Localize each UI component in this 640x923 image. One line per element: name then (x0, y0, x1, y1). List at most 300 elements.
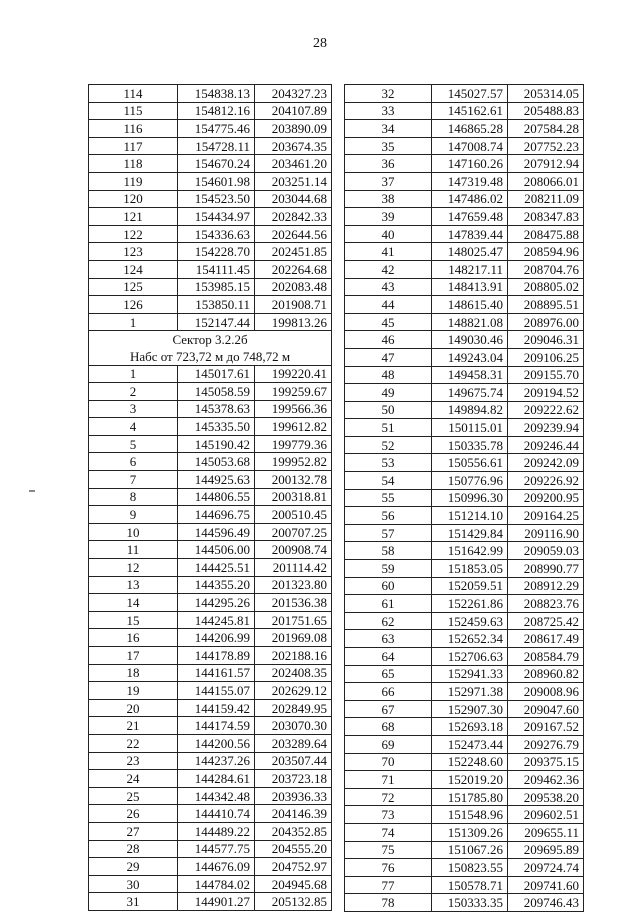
y-coordinate-cell: 203070.30 (255, 717, 332, 735)
point-number-cell: 38 (345, 190, 432, 208)
y-coordinate-cell: 208617.49 (508, 630, 584, 648)
x-coordinate-cell: 154434.97 (178, 208, 255, 226)
table-row (89, 541, 332, 559)
point-number-cell: 124 (89, 260, 178, 278)
y-coordinate-cell: 199259.67 (255, 383, 332, 401)
page-number: 28 (313, 36, 327, 51)
table-row (345, 384, 584, 402)
table-row (89, 752, 332, 770)
table-row (345, 876, 584, 894)
x-coordinate-cell: 148217.11 (432, 260, 508, 278)
x-coordinate-cell: 150823.55 (432, 859, 508, 877)
y-coordinate-cell: 200707.25 (255, 523, 332, 541)
point-number-cell: 120 (89, 190, 178, 208)
point-number-cell: 59 (345, 560, 432, 578)
x-coordinate-cell: 151309.26 (432, 823, 508, 841)
table-row (345, 85, 584, 103)
table-row (345, 331, 584, 349)
point-number-cell: 23 (89, 752, 178, 770)
table-row (89, 682, 332, 700)
y-coordinate-cell: 203044.68 (255, 190, 332, 208)
x-coordinate-cell: 152652.34 (432, 630, 508, 648)
sector-subtitle-row (89, 348, 332, 365)
table-row (345, 243, 584, 261)
x-coordinate-cell: 151214.10 (432, 507, 508, 525)
x-coordinate-cell: 150335.78 (432, 436, 508, 454)
table-row (345, 542, 584, 560)
table-row (89, 858, 332, 876)
point-number-cell: 33 (345, 102, 432, 120)
y-coordinate-cell: 202849.95 (255, 699, 332, 717)
point-number-cell: 78 (345, 894, 432, 912)
point-number-cell: 10 (89, 523, 178, 541)
table-row (89, 435, 332, 453)
y-coordinate-cell: 209046.31 (508, 331, 584, 349)
y-coordinate-cell: 208912.29 (508, 577, 584, 595)
point-number-cell: 12 (89, 559, 178, 577)
table-row (345, 894, 584, 912)
table-row (345, 472, 584, 490)
x-coordinate-cell: 152059.51 (432, 577, 508, 595)
x-coordinate-cell: 144355.20 (178, 576, 255, 594)
x-coordinate-cell: 144925.63 (178, 471, 255, 489)
table-row (345, 700, 584, 718)
y-coordinate-cell: 209167.52 (508, 718, 584, 736)
y-coordinate-cell: 201969.08 (255, 629, 332, 647)
table-row (89, 418, 332, 436)
point-number-cell: 114 (89, 85, 178, 103)
point-number-cell: 13 (89, 576, 178, 594)
y-coordinate-cell: 209724.74 (508, 859, 584, 877)
x-coordinate-cell: 154601.98 (178, 172, 255, 190)
point-number-cell: 15 (89, 611, 178, 629)
sector-header (89, 331, 332, 365)
y-coordinate-cell: 208976.00 (508, 313, 584, 331)
table-row (89, 172, 332, 190)
y-coordinate-cell: 204945.68 (255, 875, 332, 893)
x-coordinate-cell: 151429.84 (432, 524, 508, 542)
y-coordinate-cell: 201536.38 (255, 594, 332, 612)
point-number-cell: 24 (89, 770, 178, 788)
table-row (89, 805, 332, 823)
x-coordinate-cell: 147319.48 (432, 172, 508, 190)
table-row (345, 683, 584, 701)
y-coordinate-cell: 199220.41 (255, 365, 332, 383)
y-coordinate-cell: 209538.20 (508, 788, 584, 806)
x-coordinate-cell: 149458.31 (432, 366, 508, 384)
point-number-cell: 35 (345, 137, 432, 155)
y-coordinate-cell: 209194.52 (508, 384, 584, 402)
left-table-bottom-rows (89, 365, 332, 910)
y-coordinate-cell: 209059.03 (508, 542, 584, 560)
table-row (345, 735, 584, 753)
table-row (345, 753, 584, 771)
x-coordinate-cell: 150556.61 (432, 454, 508, 472)
x-coordinate-cell: 154670.24 (178, 155, 255, 173)
table-row (89, 576, 332, 594)
point-number-cell: 36 (345, 155, 432, 173)
y-coordinate-cell: 208347.83 (508, 208, 584, 226)
x-coordinate-cell: 152459.63 (432, 612, 508, 630)
table-row (345, 595, 584, 613)
table-row (89, 85, 332, 103)
y-coordinate-cell: 202644.56 (255, 225, 332, 243)
y-coordinate-cell: 200908.74 (255, 541, 332, 559)
table-row (89, 611, 332, 629)
point-number-cell: 77 (345, 876, 432, 894)
table-row (89, 400, 332, 418)
x-coordinate-cell: 152261.86 (432, 595, 508, 613)
x-coordinate-cell: 148821.08 (432, 313, 508, 331)
y-coordinate-cell: 203289.64 (255, 734, 332, 752)
y-coordinate-cell: 209602.51 (508, 806, 584, 824)
x-coordinate-cell: 144676.09 (178, 858, 255, 876)
table-row (89, 559, 332, 577)
table-row (89, 664, 332, 682)
point-number-cell: 44 (345, 296, 432, 314)
x-coordinate-cell: 154728.11 (178, 137, 255, 155)
table-row (345, 841, 584, 859)
point-number-cell: 62 (345, 612, 432, 630)
point-number-cell: 17 (89, 647, 178, 665)
table-row (89, 365, 332, 383)
y-coordinate-cell: 204752.97 (255, 858, 332, 876)
y-coordinate-cell: 199779.36 (255, 435, 332, 453)
y-coordinate-cell: 202842.33 (255, 208, 332, 226)
y-coordinate-cell: 204146.39 (255, 805, 332, 823)
y-coordinate-cell: 204107.89 (255, 102, 332, 120)
point-number-cell: 72 (345, 788, 432, 806)
table-row (89, 523, 332, 541)
point-number-cell: 115 (89, 102, 178, 120)
table-row (345, 137, 584, 155)
point-number-cell: 21 (89, 717, 178, 735)
point-number-cell: 41 (345, 243, 432, 261)
table-row (89, 822, 332, 840)
y-coordinate-cell: 200510.45 (255, 506, 332, 524)
x-coordinate-cell: 145058.59 (178, 383, 255, 401)
x-coordinate-cell: 148413.91 (432, 278, 508, 296)
x-coordinate-cell: 144425.51 (178, 559, 255, 577)
point-number-cell: 37 (345, 172, 432, 190)
table-row (345, 208, 584, 226)
y-coordinate-cell: 208823.76 (508, 595, 584, 613)
table-row (345, 612, 584, 630)
point-number-cell: 42 (345, 260, 432, 278)
point-number-cell: 121 (89, 208, 178, 226)
table-row (345, 560, 584, 578)
table-row (345, 454, 584, 472)
point-number-cell: 40 (345, 225, 432, 243)
y-coordinate-cell: 209047.60 (508, 700, 584, 718)
point-number-cell: 2 (89, 383, 178, 401)
table-row (89, 471, 332, 489)
table-row (345, 366, 584, 384)
y-coordinate-cell: 208704.76 (508, 260, 584, 278)
point-number-cell: 66 (345, 683, 432, 701)
table-row (345, 823, 584, 841)
x-coordinate-cell: 145027.57 (432, 85, 508, 103)
table-row (89, 699, 332, 717)
y-coordinate-cell: 200132.78 (255, 471, 332, 489)
point-number-cell: 74 (345, 823, 432, 841)
y-coordinate-cell: 209746.43 (508, 894, 584, 912)
x-coordinate-cell: 149894.82 (432, 401, 508, 419)
table-row (89, 717, 332, 735)
table-row (89, 208, 332, 226)
point-number-cell: 50 (345, 401, 432, 419)
point-number-cell: 47 (345, 348, 432, 366)
table-row (89, 488, 332, 506)
point-number-cell: 122 (89, 225, 178, 243)
x-coordinate-cell: 148615.40 (432, 296, 508, 314)
point-number-cell: 73 (345, 806, 432, 824)
y-coordinate-cell: 209008.96 (508, 683, 584, 701)
table-row (89, 260, 332, 278)
y-coordinate-cell: 204327.23 (255, 85, 332, 103)
table-row (345, 120, 584, 138)
x-coordinate-cell: 144206.99 (178, 629, 255, 647)
x-coordinate-cell: 144178.89 (178, 647, 255, 665)
point-number-cell: 54 (345, 472, 432, 490)
y-coordinate-cell: 208725.42 (508, 612, 584, 630)
x-coordinate-cell: 144284.61 (178, 770, 255, 788)
x-coordinate-cell: 152693.18 (432, 718, 508, 736)
x-coordinate-cell: 144161.57 (178, 664, 255, 682)
table-row (89, 893, 332, 911)
point-number-cell: 29 (89, 858, 178, 876)
table-row (345, 630, 584, 648)
x-coordinate-cell: 145162.61 (432, 102, 508, 120)
point-number-cell: 39 (345, 208, 432, 226)
point-number-cell: 76 (345, 859, 432, 877)
table-row (89, 770, 332, 788)
table-row (89, 594, 332, 612)
y-coordinate-cell: 202408.35 (255, 664, 332, 682)
x-coordinate-cell: 144806.55 (178, 488, 255, 506)
table-row (89, 629, 332, 647)
table-row (89, 453, 332, 471)
point-number-cell: 14 (89, 594, 178, 612)
point-number-cell: 11 (89, 541, 178, 559)
table-row (345, 348, 584, 366)
x-coordinate-cell: 145017.61 (178, 365, 255, 383)
y-coordinate-cell: 208584.79 (508, 648, 584, 666)
y-coordinate-cell: 209242.09 (508, 454, 584, 472)
x-coordinate-cell: 145190.42 (178, 435, 255, 453)
y-coordinate-cell: 208805.02 (508, 278, 584, 296)
point-number-cell: 126 (89, 296, 178, 314)
table-row (345, 577, 584, 595)
x-coordinate-cell: 148025.47 (432, 243, 508, 261)
x-coordinate-cell: 145053.68 (178, 453, 255, 471)
y-coordinate-cell: 201114.42 (255, 559, 332, 577)
x-coordinate-cell: 152941.33 (432, 665, 508, 683)
table-row (89, 787, 332, 805)
point-number-cell: 1 (89, 365, 178, 383)
table-row (89, 383, 332, 401)
table-row (345, 102, 584, 120)
point-number-cell: 45 (345, 313, 432, 331)
x-coordinate-cell: 152248.60 (432, 753, 508, 771)
y-coordinate-cell: 207912.94 (508, 155, 584, 173)
table-row (345, 260, 584, 278)
point-number-cell: 56 (345, 507, 432, 525)
left-table-top-rows (89, 85, 332, 331)
x-coordinate-cell: 147160.26 (432, 155, 508, 173)
x-coordinate-cell: 144577.75 (178, 840, 255, 858)
x-coordinate-cell: 150333.35 (432, 894, 508, 912)
point-number-cell: 9 (89, 506, 178, 524)
x-coordinate-cell: 144237.26 (178, 752, 255, 770)
y-coordinate-cell: 200318.81 (255, 488, 332, 506)
point-number-cell: 51 (345, 419, 432, 437)
y-coordinate-cell: 202083.48 (255, 278, 332, 296)
x-coordinate-cell: 154111.45 (178, 260, 255, 278)
x-coordinate-cell: 150578.71 (432, 876, 508, 894)
point-number-cell: 3 (89, 400, 178, 418)
y-coordinate-cell: 209462.36 (508, 771, 584, 789)
y-coordinate-cell: 208066.01 (508, 172, 584, 190)
y-coordinate-cell: 205488.83 (508, 102, 584, 120)
table-row (89, 155, 332, 173)
point-number-cell: 46 (345, 331, 432, 349)
point-number-cell: 49 (345, 384, 432, 402)
point-number-cell: 64 (345, 648, 432, 666)
x-coordinate-cell: 144696.75 (178, 506, 255, 524)
y-coordinate-cell: 202188.16 (255, 647, 332, 665)
point-number-cell: 123 (89, 243, 178, 261)
y-coordinate-cell: 203461.20 (255, 155, 332, 173)
point-number-cell: 25 (89, 787, 178, 805)
point-number-cell: 63 (345, 630, 432, 648)
point-number-cell: 68 (345, 718, 432, 736)
x-coordinate-cell: 150115.01 (432, 419, 508, 437)
y-coordinate-cell: 209239.94 (508, 419, 584, 437)
y-coordinate-cell: 209164.25 (508, 507, 584, 525)
y-coordinate-cell: 209741.60 (508, 876, 584, 894)
y-coordinate-cell: 203936.33 (255, 787, 332, 805)
y-coordinate-cell: 207752.23 (508, 137, 584, 155)
y-coordinate-cell: 205314.05 (508, 85, 584, 103)
table-row (345, 296, 584, 314)
table-row (345, 155, 584, 173)
x-coordinate-cell: 144155.07 (178, 682, 255, 700)
point-number-cell: 53 (345, 454, 432, 472)
point-number-cell: 67 (345, 700, 432, 718)
table-row (345, 806, 584, 824)
point-number-cell: 69 (345, 735, 432, 753)
y-coordinate-cell: 209200.95 (508, 489, 584, 507)
y-coordinate-cell: 203890.09 (255, 120, 332, 138)
point-number-cell: 60 (345, 577, 432, 595)
y-coordinate-cell: 199566.36 (255, 400, 332, 418)
x-coordinate-cell: 147008.74 (432, 137, 508, 155)
x-coordinate-cell: 149030.46 (432, 331, 508, 349)
table-row (89, 734, 332, 752)
x-coordinate-cell: 145335.50 (178, 418, 255, 436)
y-coordinate-cell: 207584.28 (508, 120, 584, 138)
point-number-cell: 116 (89, 120, 178, 138)
x-coordinate-cell: 144489.22 (178, 822, 255, 840)
table-row (89, 840, 332, 858)
y-coordinate-cell: 209246.44 (508, 436, 584, 454)
x-coordinate-cell: 147839.44 (432, 225, 508, 243)
point-number-cell: 8 (89, 488, 178, 506)
point-number-cell: 118 (89, 155, 178, 173)
table-row (345, 859, 584, 877)
x-coordinate-cell: 144901.27 (178, 893, 255, 911)
point-number-cell: 34 (345, 120, 432, 138)
table-row (345, 313, 584, 331)
y-coordinate-cell: 201323.80 (255, 576, 332, 594)
point-number-cell: 20 (89, 699, 178, 717)
table-row (345, 436, 584, 454)
sector-subtitle: Набс от 723,72 м до 748,72 м (89, 348, 332, 365)
y-coordinate-cell: 208960.82 (508, 665, 584, 683)
x-coordinate-cell: 154336.63 (178, 225, 255, 243)
point-number-cell: 28 (89, 840, 178, 858)
point-number-cell: 48 (345, 366, 432, 384)
coordinates-table-left (88, 84, 332, 911)
point-number-cell: 26 (89, 805, 178, 823)
table-row (345, 665, 584, 683)
x-coordinate-cell: 152907.30 (432, 700, 508, 718)
y-coordinate-cell: 209655.11 (508, 823, 584, 841)
x-coordinate-cell: 144506.00 (178, 541, 255, 559)
y-coordinate-cell: 209695.89 (508, 841, 584, 859)
table-row (89, 278, 332, 296)
x-coordinate-cell: 151067.26 (432, 841, 508, 859)
y-coordinate-cell: 209106.25 (508, 348, 584, 366)
x-coordinate-cell: 153985.15 (178, 278, 255, 296)
y-coordinate-cell: 209226.92 (508, 472, 584, 490)
y-coordinate-cell: 204555.20 (255, 840, 332, 858)
point-number-cell: 119 (89, 172, 178, 190)
point-number-cell: 19 (89, 682, 178, 700)
x-coordinate-cell: 149675.74 (432, 384, 508, 402)
y-coordinate-cell: 201908.71 (255, 296, 332, 314)
table-row (345, 419, 584, 437)
x-coordinate-cell: 147486.02 (432, 190, 508, 208)
point-number-cell: 16 (89, 629, 178, 647)
y-coordinate-cell: 208594.96 (508, 243, 584, 261)
y-coordinate-cell: 203723.18 (255, 770, 332, 788)
x-coordinate-cell: 146865.28 (432, 120, 508, 138)
point-number-cell: 31 (89, 893, 178, 911)
x-coordinate-cell: 144159.42 (178, 699, 255, 717)
y-coordinate-cell: 202629.12 (255, 682, 332, 700)
x-coordinate-cell: 154228.70 (178, 243, 255, 261)
table-row (345, 507, 584, 525)
table-row (345, 401, 584, 419)
y-coordinate-cell: 208990.77 (508, 560, 584, 578)
y-coordinate-cell: 208211.09 (508, 190, 584, 208)
x-coordinate-cell: 144295.26 (178, 594, 255, 612)
x-coordinate-cell: 144596.49 (178, 523, 255, 541)
point-number-cell: 55 (345, 489, 432, 507)
x-coordinate-cell: 153850.11 (178, 296, 255, 314)
margin-mark (29, 490, 35, 492)
table-row (89, 647, 332, 665)
table-row (89, 190, 332, 208)
point-number-cell: 4 (89, 418, 178, 436)
point-number-cell: 125 (89, 278, 178, 296)
table-row (89, 137, 332, 155)
table-row (345, 172, 584, 190)
y-coordinate-cell: 202264.68 (255, 260, 332, 278)
point-number-cell: 18 (89, 664, 178, 682)
